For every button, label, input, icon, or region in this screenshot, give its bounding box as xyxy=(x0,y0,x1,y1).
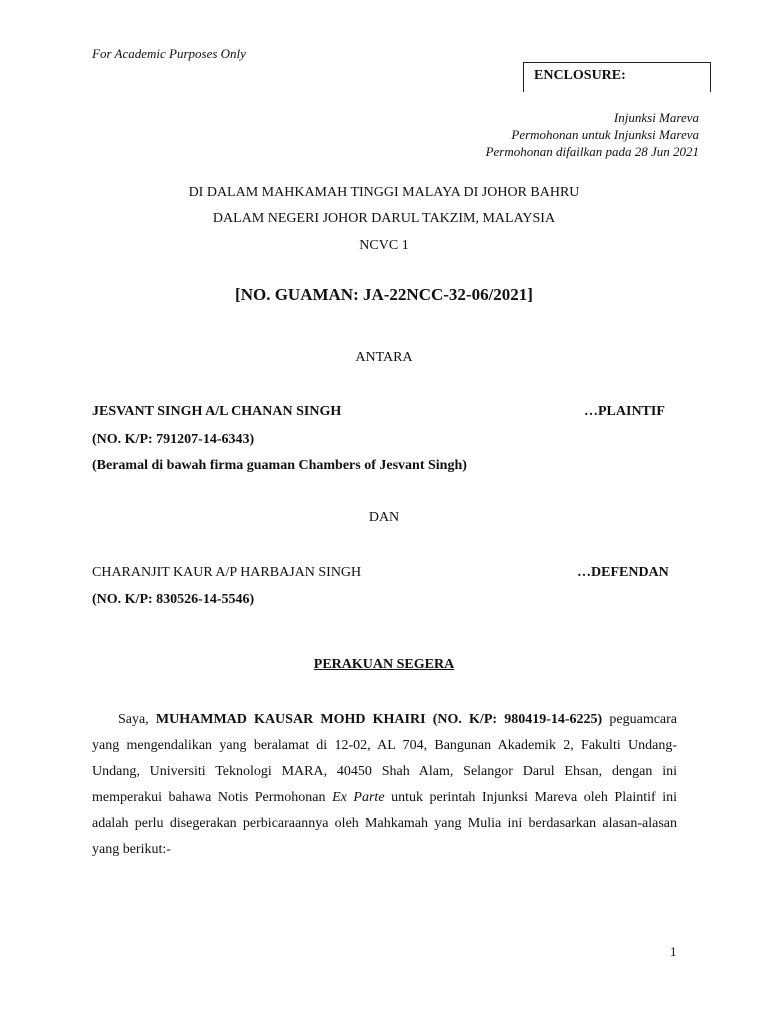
enclosure-label: ENCLOSURE: xyxy=(534,68,626,83)
declarant-name: MUHAMMAD KAUSAR MOHD KHAIRI (NO. K/P: 980419-14-6225) xyxy=(155,712,603,727)
plaintiff-name: JESVANT SINGH A/L CHANAN SINGH xyxy=(92,404,342,419)
plaintiff-role: …PLAINTIF xyxy=(584,404,665,419)
court-division: NCVC 1 xyxy=(359,238,409,253)
certificate-title: PERAKUAN SEGERA xyxy=(313,657,455,672)
certificate-heading xyxy=(0,657,768,673)
between-label: ANTARA xyxy=(355,350,413,365)
plaintiff-firm: (Beramal di bawah firma guaman Chambers of Jesvant Singh) xyxy=(92,458,467,473)
suit-number: [NO. GUAMAN: JA-22NCC-32-06/2021] xyxy=(235,285,533,304)
and-label: DAN xyxy=(368,510,400,525)
ex-parte-term: Ex Parte xyxy=(332,790,385,805)
plaintiff-ic: (NO. K/P: 791207-14-6343) xyxy=(92,432,255,447)
meta-application-type: Permohonan untuk Injunksi Mareva xyxy=(511,127,699,142)
meta-injunction-type: Injunksi Mareva xyxy=(613,110,699,125)
defendant-name: CHARANJIT KAUR A/P HARBAJAN SINGH xyxy=(92,565,362,580)
document-meta xyxy=(486,109,699,160)
certificate-paragraph xyxy=(92,707,677,863)
academic-purposes-note: For Academic Purposes Only xyxy=(92,46,246,61)
meta-filing-date: Permohonan difailkan pada 28 Jun 2021 xyxy=(485,144,699,159)
para-body-part2: untuk perintah Injunksi Mareva oleh Plaintif ini adalah perlu disegerakan perbicaraannya oleh Mahkamah yang Mulia ini berdasarkan alasan-alasan yang berikut:- xyxy=(92,790,677,857)
para-body-part1: peguamcara yang mengendalikan yang beralamat di 12-02, AL 704, Bangunan Akademik 2, Fakulti Undang-Undang, Universiti Teknologi MARA, 40450 Shah Alam, Selangor Darul Ehsan, dengan ini memperakui bahawa Notis Permohonan xyxy=(92,712,678,805)
page-number: 1 xyxy=(670,944,677,959)
court-title-line1: DI DALAM MAHKAMAH TINGGI MALAYA DI JOHOR BAHRU xyxy=(188,185,580,200)
enclosure-box xyxy=(523,62,711,92)
court-title-line2: DALAM NEGERI JOHOR DARUL TAKZIM, MALAYSIA xyxy=(212,211,556,226)
defendant-ic: (NO. K/P: 830526-14-5546) xyxy=(92,592,255,607)
para-opening: Saya, xyxy=(118,712,156,727)
defendant-role: …DEFENDAN xyxy=(577,565,669,580)
